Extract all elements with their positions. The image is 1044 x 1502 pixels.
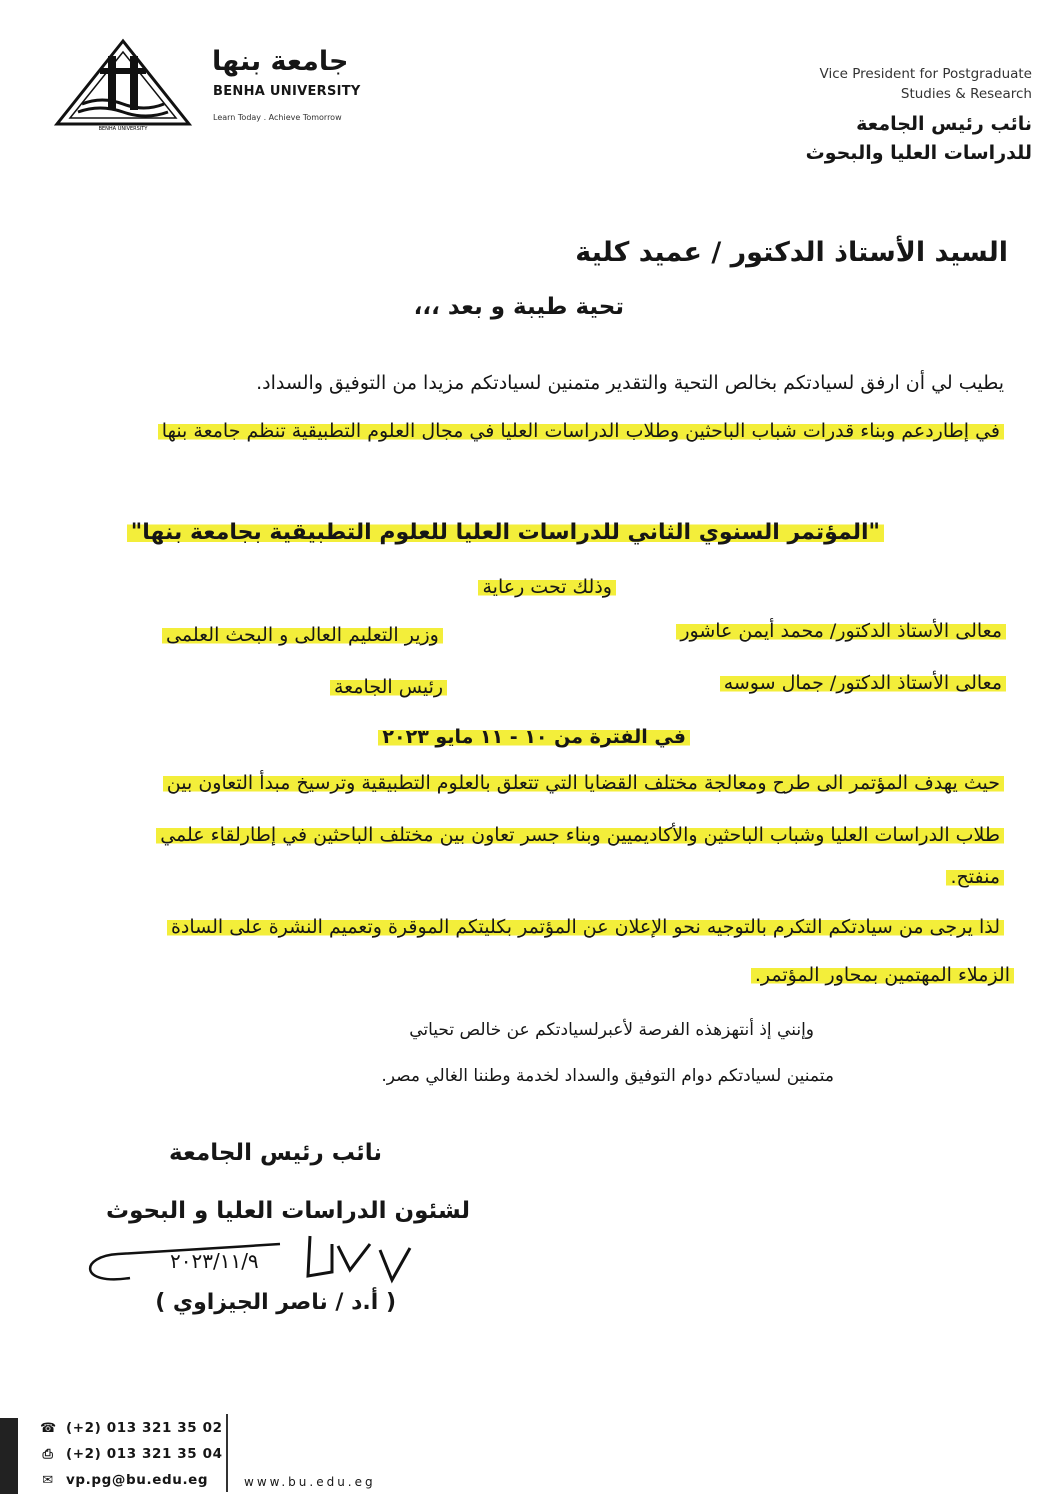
- office-name-arabic-line1: نائب رئيس الجامعة: [856, 113, 1032, 135]
- request-line: لذا يرجى من سيادتكم التكرم بالتوجيه نحو الإعلان عن المؤتمر بكليتكم الموقرة وتعميم النشرة على السادة: [167, 916, 1004, 938]
- conference-dates: في الفترة من ١٠ - ١١ مايو ٢٠٢٣: [378, 726, 690, 748]
- paragraph-context: في إطاردعم وبناء قدرات شباب الباحثين وطلاب الدراسات العليا في مجال العلوم التطبيقية تنظم جامعة بنها: [158, 420, 1004, 442]
- footer-email: [40, 1472, 208, 1488]
- university-slogan: Learn Today . Achieve Tomorrow: [213, 113, 342, 122]
- footer-fax: [40, 1446, 223, 1462]
- website-url: www.bu.edu.eg: [244, 1475, 376, 1489]
- phone-icon: ☎: [40, 1420, 57, 1436]
- benha-university-logo: [52, 38, 194, 130]
- phone-number: (+2) 013 321 35 02: [66, 1420, 223, 1436]
- footer-phone: [40, 1420, 223, 1436]
- patron-name: معالى الأستاذ الدكتور/ محمد أيمن عاشور: [676, 620, 1006, 642]
- conference-title: "المؤتمر السنوي الثاني للدراسات العليا للعلوم التطبيقية بجامعة بنها": [127, 520, 884, 545]
- patron-role: وزير التعليم العالى و البحث العلمى: [162, 624, 443, 646]
- fax-icon: ⎙: [42, 1446, 54, 1462]
- email-icon: ✉: [42, 1472, 54, 1488]
- request-line: الزملاء المهتمين بمحاور المؤتمر.: [751, 964, 1014, 986]
- under-patronage: وذلك تحت رعاية: [478, 576, 616, 598]
- paragraph-intro: يطيب لي أن ارفق لسيادتكم بخالص التحية والتقدير متمنين لسيادتكم مزيدا من التوفيق والسداد.: [256, 372, 1004, 394]
- addressee: السيد الأستاذ الدكتور / عميد كلية: [575, 237, 1008, 268]
- patron-role: رئيس الجامعة: [330, 676, 447, 698]
- closing-line: وإنني إذ أنتهزهذه الفرصة لأعبرلسيادتكم عن خالص تحياتي: [409, 1020, 814, 1040]
- signatory-name: ( أ.د / ناصر الجيزاوي ): [155, 1290, 396, 1315]
- footer-accent-bar: [0, 1418, 18, 1494]
- greeting: تحية طيبة و بعد ،،،: [413, 294, 624, 320]
- svg-text:٢٠٢٣/١١/٩: ٢٠٢٣/١١/٩: [170, 1249, 259, 1273]
- signatory-title: نائب رئيس الجامعة: [169, 1140, 382, 1166]
- office-name-english: [772, 64, 1032, 104]
- footer-divider: [226, 1414, 228, 1492]
- university-name-english: BENHA UNIVERSITY: [213, 84, 361, 99]
- aim-line: حيث يهدف المؤتمر الى طرح ومعالجة مختلف القضايا التي تتعلق بالعلوم التطبيقية وترسيخ مبدأ التعاون بين: [163, 772, 1004, 794]
- fax-number: (+2) 013 321 35 04: [66, 1446, 223, 1462]
- aim-line: منفتح.: [946, 866, 1004, 888]
- office-en-line2: Studies & Research: [900, 86, 1032, 102]
- university-name-arabic: جامعة بنها: [212, 46, 349, 77]
- svg-text:BENHA UNIVERSITY: BENHA UNIVERSITY: [98, 126, 148, 130]
- email-address: vp.pg@bu.edu.eg: [66, 1472, 209, 1488]
- handwritten-signature: [70, 1226, 430, 1296]
- office-en-line1: Vice President for Postgraduate: [819, 66, 1032, 82]
- patron-name: معالى الأستاذ الدكتور/ جمال سوسه: [720, 672, 1006, 694]
- closing-line: متمنين لسيادتكم دوام التوفيق والسداد لخدمة وطننا الغالي مصر.: [381, 1066, 834, 1086]
- aim-line: طلاب الدراسات العليا وشباب الباحثين والأكاديميين وبناء جسر تعاون بين مختلف الباحثين في إطارلقاء علمي: [156, 824, 1004, 846]
- signatory-title: لشئون الدراسات العليا و البحوث: [105, 1198, 470, 1224]
- office-name-arabic-line2: للدراسات العليا والبحوث: [805, 142, 1032, 164]
